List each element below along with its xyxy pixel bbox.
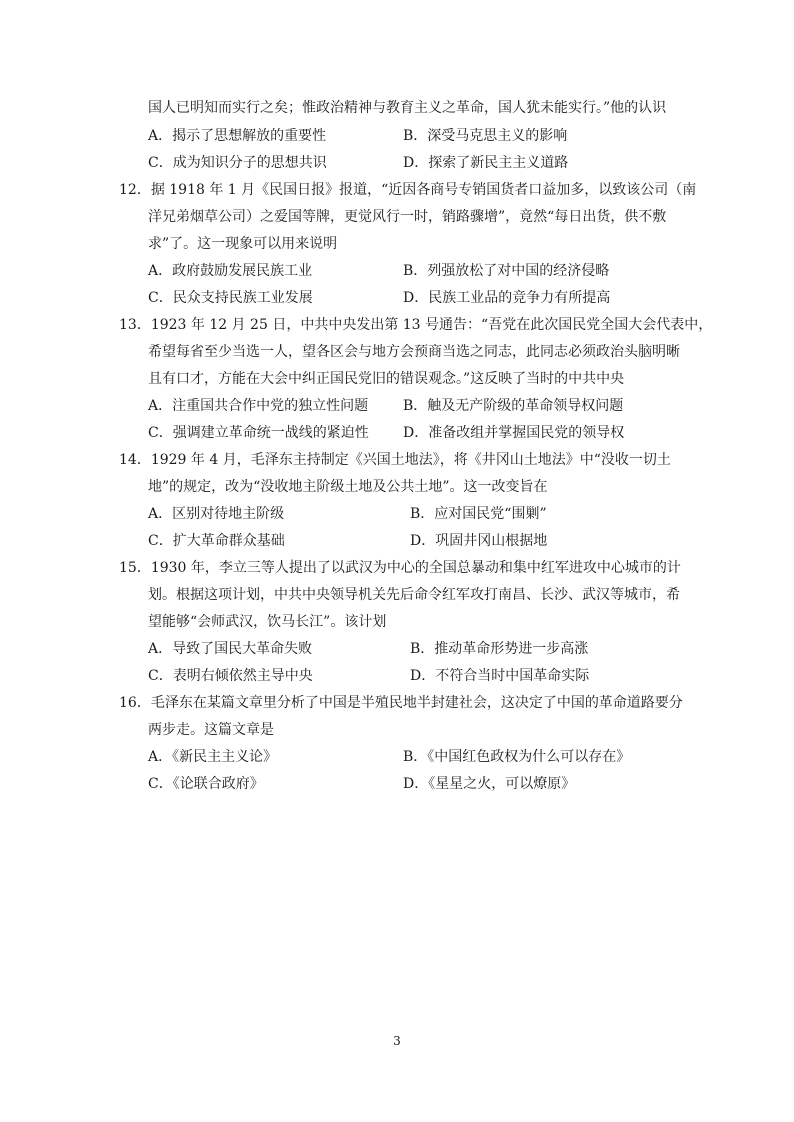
q13-option-d: D．准备改组并掌握国民党的领导权 — [403, 425, 625, 441]
q15-stem-line: 15．1930 年，李立三等人提出了以武汉为中心的全国总暴动和集中红军进攻中心城市的计 — [119, 560, 681, 576]
q12-option-a: A．政府鼓励发展民族工业 — [148, 263, 313, 279]
q15-stem-line: 望能够“会师武汉，饮马长江”。该计划 — [148, 614, 387, 630]
q13-option-b: B．触及无产阶级的革命领导权问题 — [403, 398, 624, 414]
q13-stem-line: 且有口才，方能在大会中纠正国民党旧的错误观念。”这反映了当时的中共中央 — [148, 371, 625, 387]
q15-option-d: D．不符合当时中国革命实际 — [410, 668, 590, 684]
q11-option-d: D．探索了新民主主义道路 — [403, 155, 569, 171]
q12-stem-line: 求”了。这一现象可以用来说明 — [148, 236, 338, 252]
q12-option-b: B．列强放松了对中国的经济侵略 — [403, 263, 610, 279]
q15-option-c: C．表明右倾依然主导中央 — [148, 668, 313, 684]
q12-stem-line: 洋兄弟烟草公司）之爱国等牌，更觉风行一时，销路骤增”，竟然“每日出货，供不敷 — [148, 209, 667, 225]
q11-option-a: A．揭示了思想解放的重要性 — [148, 128, 327, 144]
q16-option-c: C．《论联合政府》 — [148, 776, 264, 792]
q16-stem-line: 两步走。这篇文章是 — [148, 722, 274, 738]
q16-option-d: D．《星星之火，可以燎原》 — [403, 776, 576, 792]
q15-stem-line: 划。根据这项计划，中共中央领导机关先后命令红军攻打南昌、长沙、武汉等城市，希 — [148, 587, 680, 603]
q16-stem-line: 16．毛泽东在某篇文章里分析了中国是半殖民地半封建社会，这决定了中国的革命道路要分 — [119, 695, 683, 711]
q14-stem-line: 14．1929 年 4 月，毛泽东主持制定《兴国土地法》，将《井冈山土地法》中“没收一切土 — [119, 452, 671, 468]
q14-stem-line: 地”的规定，改为“没收地主阶级土地及公共土地”。这一改变旨在 — [148, 479, 548, 495]
q14-option-b: B．应对国民党“围剿” — [410, 506, 547, 522]
q12-option-d: D．民族工业品的竞争力有所提高 — [403, 290, 611, 306]
q11-option-b: B．深受马克思主义的影响 — [403, 128, 568, 144]
q15-option-b: B．推动革命形势进一步高涨 — [410, 641, 589, 657]
q11-option-c: C．成为知识分子的思想共识 — [148, 155, 327, 171]
q16-option-a: A．《新民主主义论》 — [148, 749, 278, 765]
page-number: 3 — [393, 1034, 401, 1048]
q13-stem-line: 13．1923 年 12 月 25 日，中共中央发出第 13 号通告：“吾党在此次国民党全国大会代表中， — [119, 317, 713, 333]
q14-option-d: D．巩固井冈山根据地 — [410, 533, 548, 549]
q12-stem-line: 12．据 1918 年 1 月《民国日报》报道，“近因各商号专销国货者口益加多，以致该公司（南 — [119, 182, 697, 198]
q13-option-c: C．强调建立革命统一战线的紧迫性 — [148, 425, 369, 441]
q12-option-c: C．民众支持民族工业发展 — [148, 290, 313, 306]
q11-stem-line: 国人已明知而实行之矣；惟政治精神与教育主义之革命，国人犹未能实行。”他的认识 — [148, 100, 667, 116]
q13-stem-line: 希望每省至少当选一人，望各区会与地方会预商当选之同志，此同志必须政治头脑明晰 — [148, 344, 680, 360]
q14-option-c: C．扩大革命群众基础 — [148, 533, 285, 549]
q13-option-a: A．注重国共合作中党的独立性问题 — [148, 398, 369, 414]
q15-option-a: A．导致了国民大革命失败 — [148, 641, 313, 657]
q14-option-a: A．区别对待地主阶级 — [148, 506, 285, 522]
q16-option-b: B．《中国红色政权为什么可以存在》 — [403, 749, 631, 765]
